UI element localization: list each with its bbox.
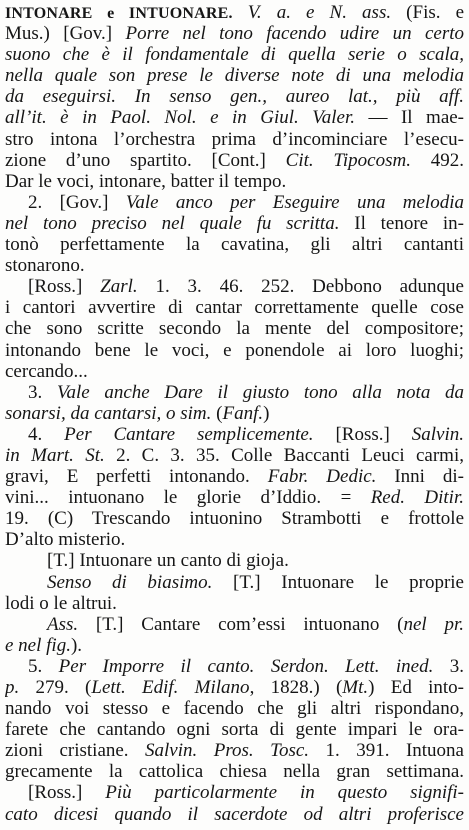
- entry-paragraph: [5, 550, 464, 571]
- text-line: [5, 23, 464, 44]
- text-line: [5, 656, 464, 677]
- text-line: [5, 782, 464, 803]
- text-line: [5, 276, 464, 297]
- text-line: [5, 614, 464, 635]
- text-line: [5, 572, 464, 593]
- text-run: D’alto misterio.: [5, 529, 126, 551]
- text-line: [5, 65, 464, 86]
- entry-paragraph: [5, 782, 464, 824]
- text-run: zioni cristiane.: [5, 740, 146, 762]
- text-run: Il tenore in-: [339, 212, 464, 234]
- text-run: vini... intuonano le glorie d’Iddio. =: [5, 487, 371, 509]
- text-line: [5, 318, 464, 339]
- italic-run: Salvin.: [411, 423, 464, 445]
- text-line: [5, 487, 464, 508]
- italic-run: da eseguirsi. In senso gen., aureo lat., più aff.: [5, 86, 464, 108]
- text-line: [5, 677, 464, 698]
- text-line: [5, 150, 464, 171]
- text-run: 279. (: [19, 677, 92, 698]
- text-run: ) Ed into-: [368, 677, 464, 698]
- italic-run: Ass.: [47, 613, 79, 635]
- text-line: [5, 550, 464, 571]
- text-line: [5, 508, 464, 529]
- italic-run: cato dicesi quando il sacerdote od altri proferisce: [5, 803, 464, 825]
- italic-run: nel pr.: [403, 613, 464, 635]
- text-run: Dar le voci, intonare, batter il tempo.: [5, 170, 287, 192]
- entry-paragraph: [5, 2, 464, 192]
- italic-run: Più particolarmente in questo signifi-: [105, 782, 464, 804]
- text-line: [5, 466, 464, 487]
- text-run: zione d’uno spartito. [Cont.]: [5, 149, 286, 171]
- text-run: 2. [Gov.]: [28, 191, 126, 213]
- text-run: grecamente la cattolica chiesa nella gran settimana.: [5, 761, 464, 783]
- text-run: , 1828.) (: [249, 677, 343, 698]
- italic-run: V. a. e N. ass.: [232, 2, 392, 23]
- text-run: 1. 391. Intuona: [309, 740, 464, 762]
- text-run: [T.] Intuonare un canto di gioja.: [47, 550, 289, 572]
- italic-run: nel tono preciso nel quale fu scritta.: [5, 212, 340, 234]
- italic-run: Lett. Edif. Milano: [91, 677, 250, 698]
- italic-run: Fabr. Dedic.: [267, 466, 377, 488]
- text-run: 3.: [433, 655, 464, 677]
- text-line: [5, 698, 464, 719]
- text-line: [5, 719, 464, 740]
- italic-run: Senso di biasimo.: [47, 571, 213, 593]
- text-line: [5, 44, 464, 65]
- text-line: [5, 255, 464, 276]
- text-run: (: [211, 402, 223, 424]
- text-run: 492.: [410, 149, 464, 171]
- text-line: [5, 297, 464, 318]
- text-run: Inni di-: [376, 466, 464, 488]
- text-run: 4.: [28, 423, 65, 445]
- text-line: [5, 86, 464, 107]
- text-run: stonarono.: [5, 255, 85, 277]
- text-run: gravi, E perfetti intonando.: [5, 466, 268, 488]
- italic-run: Red. Ditir.: [370, 487, 464, 509]
- italic-run: Porre nel tono facendo udire un certo: [125, 23, 464, 45]
- text-run: cercando...: [5, 360, 88, 382]
- text-run: farete che cantando ogni sorta di gente impari le ora-: [5, 719, 464, 741]
- text-run: 2. C. 3. 35. Colle Baccanti Leuci carmi,: [104, 444, 464, 466]
- text-run: intonando bene le voci, e ponendole ai loro luoghi;: [5, 339, 464, 361]
- italic-run: sonarsi, da cantarsi, o sim.: [5, 402, 212, 424]
- text-run: Mus.) [Gov.]: [5, 23, 126, 45]
- text-run: (Fis. e: [391, 2, 464, 23]
- entry-paragraph: [5, 276, 464, 381]
- text-line: [5, 340, 464, 361]
- dictionary-entry: [5, 2, 464, 825]
- entry-paragraph: [5, 572, 464, 614]
- entry-paragraph: [5, 424, 464, 551]
- entry-paragraph: [5, 614, 464, 656]
- text-run: che sono scritte secondo la mente del compositore;: [5, 318, 464, 340]
- italic-run: Vale anche Dare il giusto tono alla nota da: [56, 381, 464, 403]
- text-line: [5, 740, 464, 761]
- italic-run: all’it. è in Paol. Nol. e in Giul. Valer.: [5, 107, 356, 129]
- text-line: [5, 361, 464, 382]
- text-line: [5, 171, 464, 192]
- text-run: [T.] Cantare com’essi intuonano (: [78, 613, 404, 635]
- text-run: 5.: [28, 655, 59, 677]
- text-line: [5, 593, 464, 614]
- text-run: tonò perfettamente la cavatina, gli altri cantanti: [5, 234, 464, 256]
- text-line: [5, 445, 464, 466]
- entry-paragraph: [5, 656, 464, 783]
- italic-run: Per Cantare semplicemente.: [64, 423, 314, 445]
- italic-run: Per Imporre il canto. Serdon. Lett. ined.: [58, 655, 434, 677]
- italic-run: Vale anco per Eseguire una melodia: [125, 191, 464, 213]
- entry-paragraph: [5, 192, 464, 276]
- italic-run: Salvin. Pros. Tosc.: [145, 740, 310, 762]
- italic-run: suono che è il fondamentale di quella serie o scala,: [5, 44, 464, 66]
- italic-run: Zarl.: [100, 276, 138, 298]
- text-run: 3.: [28, 381, 57, 403]
- text-line: [5, 234, 464, 255]
- text-run: 1. 3. 46. 252. Debbono adunque: [137, 276, 464, 298]
- italic-run: e nel fig.: [5, 634, 71, 656]
- text-run: stro intona l’orchestra prima d’incominciare l’esecu-: [5, 128, 464, 150]
- text-line: [5, 192, 464, 213]
- text-run: ).: [70, 634, 83, 656]
- text-run: [T.] Intuonare le proprie: [212, 571, 464, 593]
- italic-run: Fanf.: [222, 402, 264, 424]
- italic-run: p.: [5, 677, 20, 698]
- text-line: [5, 804, 464, 825]
- text-run: lodi o le altrui.: [5, 592, 117, 614]
- italic-run: nella quale son prese le diverse note di una melodia: [5, 65, 464, 87]
- text-run: [Ross.]: [28, 276, 101, 298]
- text-line: [5, 382, 464, 403]
- italic-run: in Mart. St.: [5, 444, 105, 466]
- text-line: [5, 635, 464, 656]
- text-line: [5, 761, 464, 782]
- text-line: [5, 2, 464, 23]
- text-line: [5, 424, 464, 445]
- text-line: [5, 213, 464, 234]
- text-run: 19. (C) Trescando intuonino Strambotti e frottole: [5, 508, 464, 530]
- text-run: ): [263, 402, 270, 424]
- text-line: [5, 129, 464, 150]
- text-run: [Ross.]: [313, 423, 412, 445]
- text-line: [5, 529, 464, 550]
- text-run: [Ross.]: [28, 782, 106, 804]
- italic-run: Cit. Tipocosm.: [285, 149, 411, 171]
- text-line: [5, 107, 464, 128]
- entry-paragraph: [5, 382, 464, 424]
- text-run: i cantori avvertire di cantar correttamente quelle cose: [5, 297, 464, 319]
- text-line: [5, 403, 464, 424]
- text-run: nando voi stesso e facendo che gli altri rispondano,: [5, 698, 464, 720]
- italic-run: Mt.: [342, 677, 369, 698]
- headword: INTONARE e INTUONARE.: [5, 5, 233, 22]
- text-run: — Il mae-: [355, 107, 464, 129]
